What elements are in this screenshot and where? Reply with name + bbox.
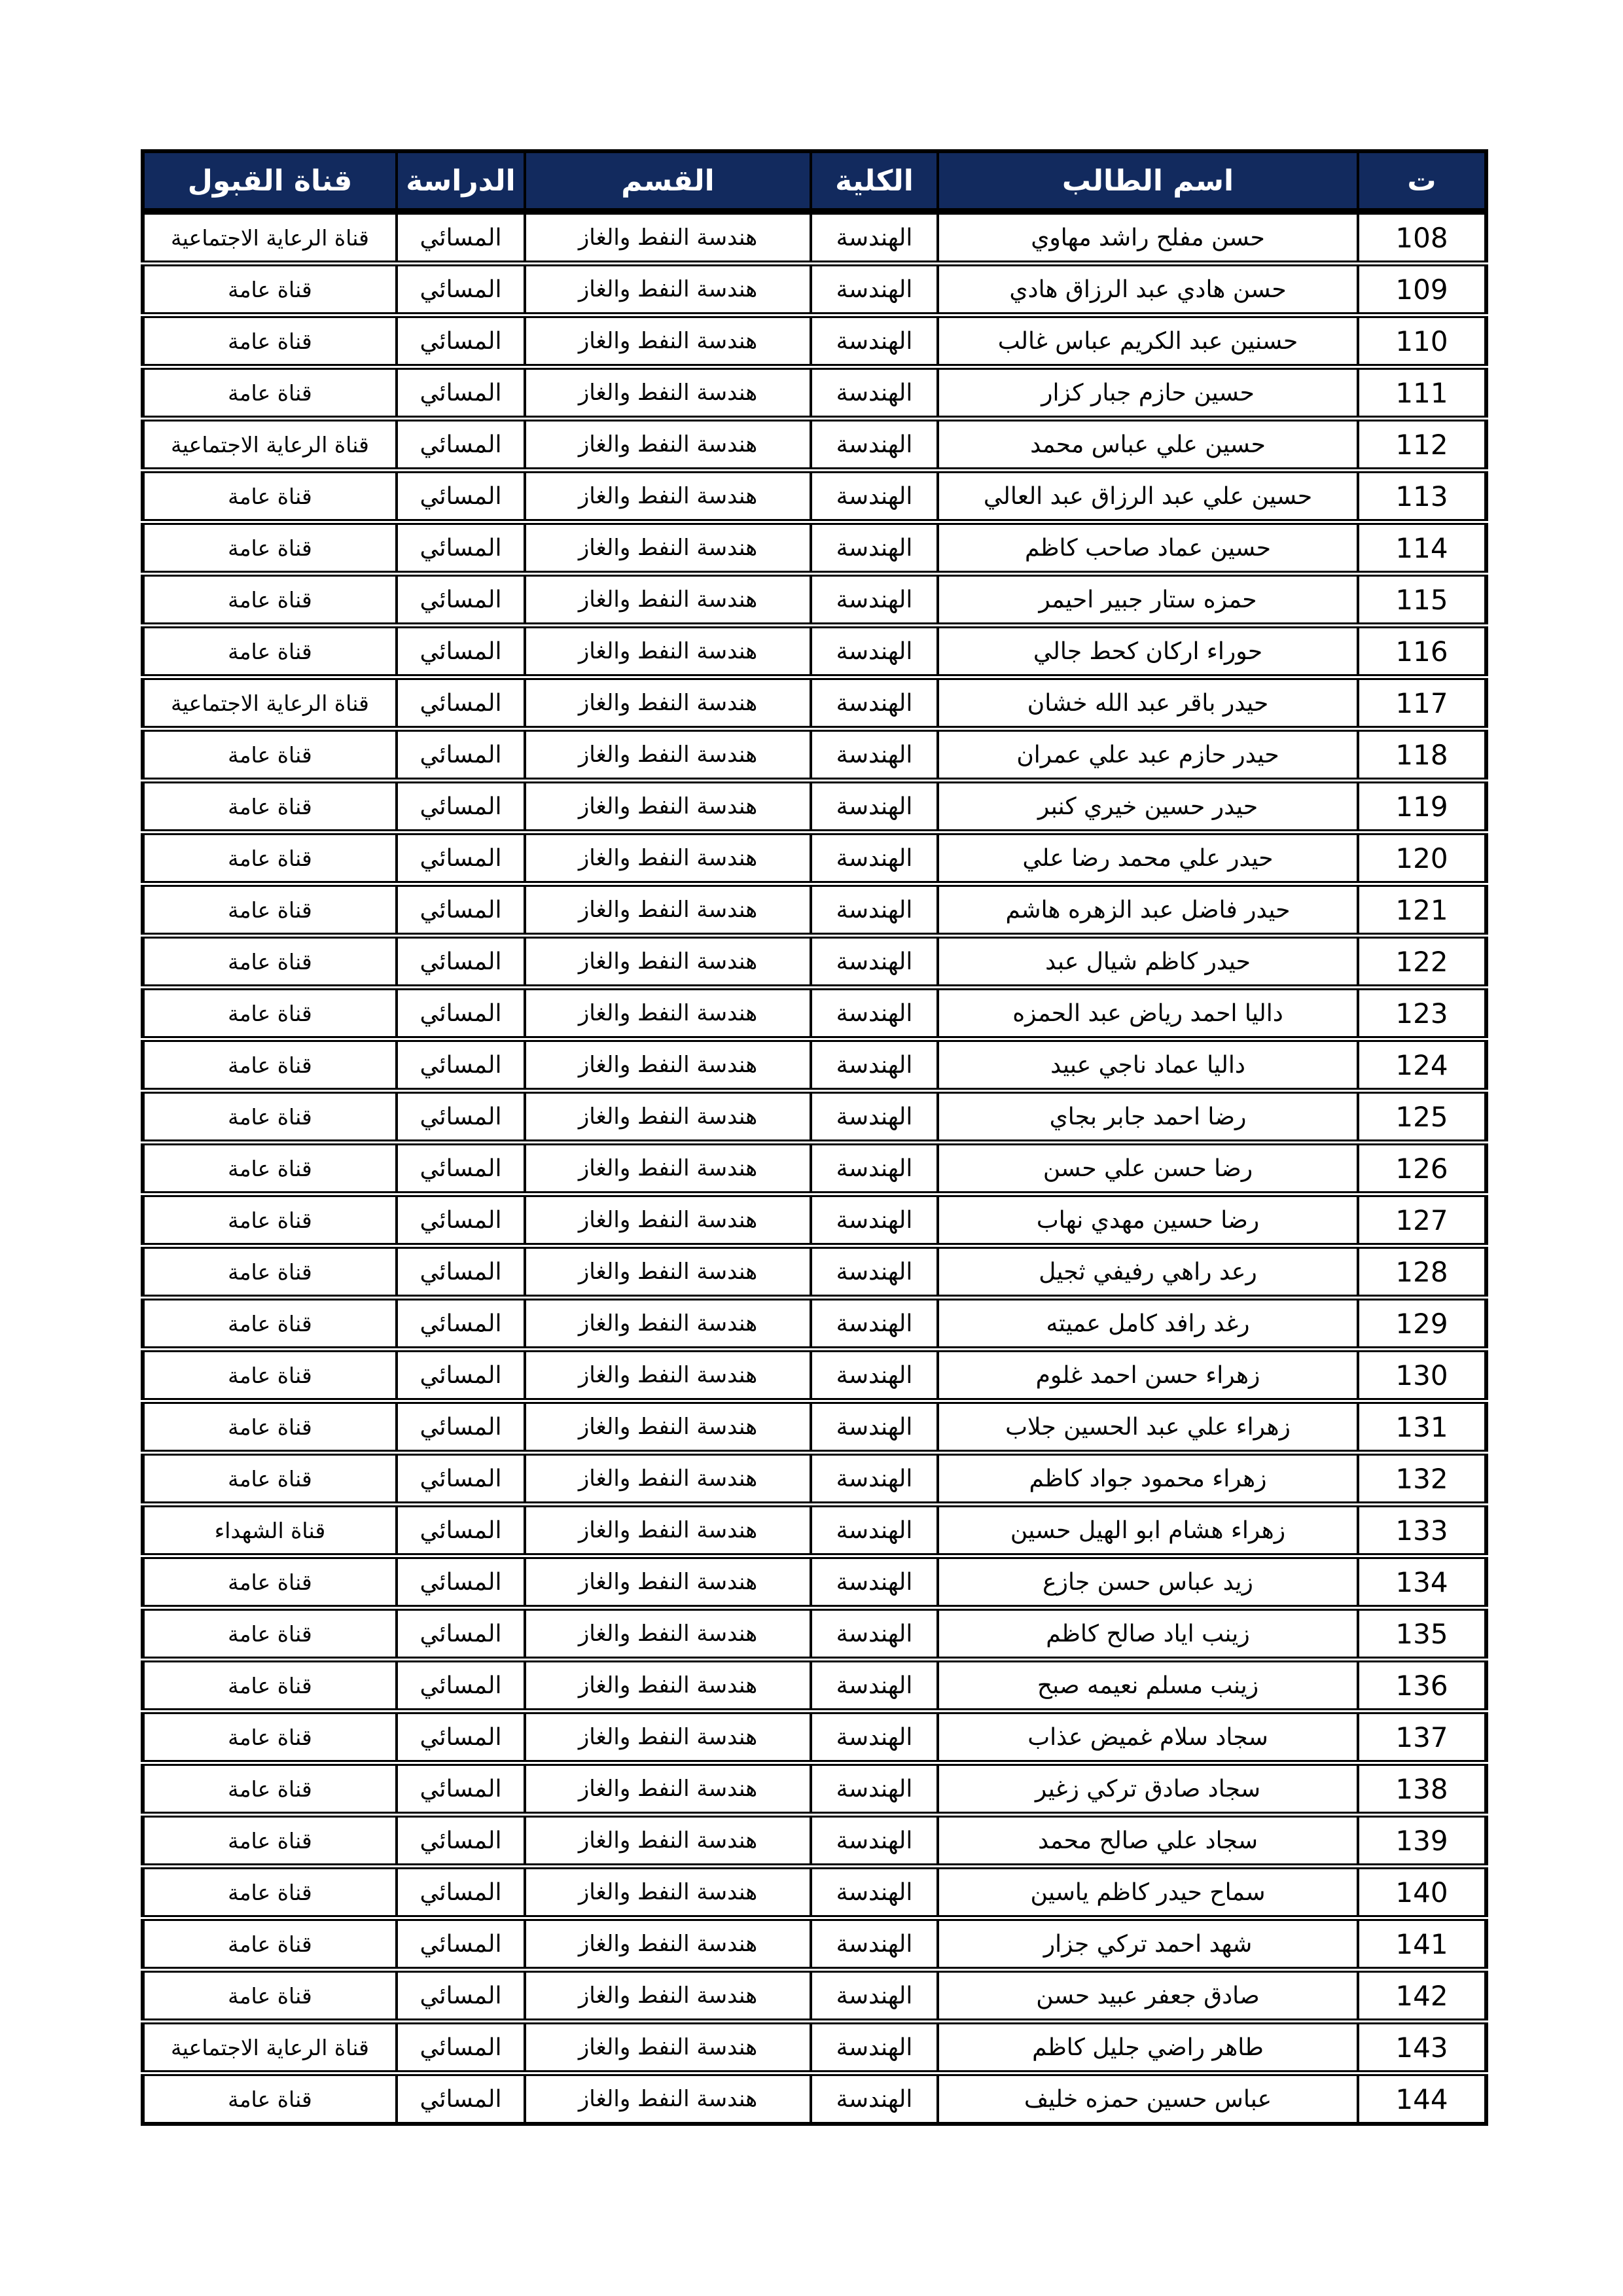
cell-study: المسائي [397, 1143, 525, 1194]
cell-channel: قناة عامة [143, 522, 397, 574]
table-row [143, 211, 1486, 264]
table-row [143, 1556, 1486, 1608]
cell-index: 141 [1358, 1918, 1486, 1970]
cell-channel: قناة عامة [143, 1143, 397, 1194]
cell-department: هندسة النفط والغاز [525, 1970, 811, 2022]
cell-department: هندسة النفط والغاز [525, 677, 811, 729]
cell-college: الهندسة [811, 2022, 938, 2073]
cell-college: الهندسة [811, 471, 938, 522]
cell-index: 135 [1358, 1608, 1486, 1660]
cell-index: 118 [1358, 729, 1486, 781]
cell-name: رضا حسن علي حسن [938, 1143, 1358, 1194]
cell-department: هندسة النفط والغاز [525, 1298, 811, 1350]
column-header-study: الدراسة [397, 151, 525, 211]
cell-channel: قناة عامة [143, 1091, 397, 1143]
cell-name: زينب اياد صالح كاظم [938, 1608, 1358, 1660]
cell-index: 127 [1358, 1194, 1486, 1246]
cell-name: داليا عماد ناجي عبيد [938, 1039, 1358, 1091]
cell-study: المسائي [397, 419, 525, 471]
cell-channel: قناة عامة [143, 729, 397, 781]
cell-name: حيدر فاضل عبد الزهره هاشم [938, 884, 1358, 936]
cell-index: 117 [1358, 677, 1486, 729]
column-header-college: الكلية [811, 151, 938, 211]
table-row [143, 1298, 1486, 1350]
cell-name: حسين علي عباس محمد [938, 419, 1358, 471]
cell-study: المسائي [397, 781, 525, 833]
cell-department: هندسة النفط والغاز [525, 574, 811, 626]
cell-college: الهندسة [811, 419, 938, 471]
cell-department: هندسة النفط والغاز [525, 988, 811, 1039]
cell-study: المسائي [397, 1608, 525, 1660]
cell-name: زهراء حسن احمد غلوم [938, 1350, 1358, 1401]
cell-department: هندسة النفط والغاز [525, 1763, 811, 1815]
table-row [143, 1815, 1486, 1867]
cell-department: هندسة النفط والغاز [525, 264, 811, 315]
table-row [143, 936, 1486, 988]
cell-study: المسائي [397, 1867, 525, 1918]
cell-study: المسائي [397, 574, 525, 626]
cell-name: سجاد علي صالح محمد [938, 1815, 1358, 1867]
table-row [143, 1246, 1486, 1298]
cell-name: حيدر حازم عبد علي عمران [938, 729, 1358, 781]
cell-index: 142 [1358, 1970, 1486, 2022]
table-row [143, 1039, 1486, 1091]
cell-college: الهندسة [811, 211, 938, 264]
table-row [143, 574, 1486, 626]
cell-channel: قناة الرعاية الاجتماعية [143, 211, 397, 264]
cell-study: المسائي [397, 1763, 525, 1815]
cell-study: المسائي [397, 1298, 525, 1350]
cell-name: حيدر كاظم شيال عبد [938, 936, 1358, 988]
table-row [143, 1660, 1486, 1712]
cell-college: الهندسة [811, 1918, 938, 1970]
cell-department: هندسة النفط والغاز [525, 419, 811, 471]
cell-name: حسن مفلح راشد مهاوي [938, 211, 1358, 264]
cell-college: الهندسة [811, 988, 938, 1039]
cell-college: الهندسة [811, 1246, 938, 1298]
cell-department: هندسة النفط والغاز [525, 729, 811, 781]
cell-index: 133 [1358, 1505, 1486, 1556]
cell-index: 111 [1358, 367, 1486, 419]
cell-study: المسائي [397, 1350, 525, 1401]
cell-channel: قناة عامة [143, 1194, 397, 1246]
cell-study: المسائي [397, 729, 525, 781]
table-row [143, 1712, 1486, 1763]
cell-college: الهندسة [811, 626, 938, 677]
cell-department: هندسة النفط والغاز [525, 1350, 811, 1401]
table-row [143, 729, 1486, 781]
cell-index: 123 [1358, 988, 1486, 1039]
cell-study: المسائي [397, 522, 525, 574]
table-body [143, 211, 1486, 2124]
table-row [143, 367, 1486, 419]
cell-channel: قناة عامة [143, 1246, 397, 1298]
cell-college: الهندسة [811, 1143, 938, 1194]
cell-name: عباس حسين حمزه خليف [938, 2073, 1358, 2125]
cell-department: هندسة النفط والغاز [525, 1608, 811, 1660]
cell-index: 130 [1358, 1350, 1486, 1401]
cell-study: المسائي [397, 1712, 525, 1763]
cell-department: هندسة النفط والغاز [525, 471, 811, 522]
cell-college: الهندسة [811, 833, 938, 884]
cell-study: المسائي [397, 1660, 525, 1712]
cell-study: المسائي [397, 626, 525, 677]
table-row [143, 1453, 1486, 1505]
cell-channel: قناة عامة [143, 1401, 397, 1453]
cell-channel: قناة عامة [143, 264, 397, 315]
table-row [143, 471, 1486, 522]
cell-index: 112 [1358, 419, 1486, 471]
cell-department: هندسة النفط والغاز [525, 1712, 811, 1763]
cell-channel: قناة الرعاية الاجتماعية [143, 2022, 397, 2073]
cell-college: الهندسة [811, 1194, 938, 1246]
cell-name: شهد احمد تركي جزار [938, 1918, 1358, 1970]
cell-department: هندسة النفط والغاز [525, 1556, 811, 1608]
cell-channel: قناة عامة [143, 471, 397, 522]
cell-college: الهندسة [811, 884, 938, 936]
cell-name: حسين عماد صاحب كاظم [938, 522, 1358, 574]
table-row [143, 833, 1486, 884]
cell-name: حسنين عبد الكريم عباس غالب [938, 315, 1358, 367]
table-row [143, 419, 1486, 471]
cell-channel: قناة عامة [143, 1660, 397, 1712]
cell-study: المسائي [397, 315, 525, 367]
cell-department: هندسة النفط والغاز [525, 626, 811, 677]
cell-college: الهندسة [811, 315, 938, 367]
table-row [143, 1143, 1486, 1194]
cell-channel: قناة عامة [143, 574, 397, 626]
cell-study: المسائي [397, 2022, 525, 2073]
cell-department: هندسة النفط والغاز [525, 522, 811, 574]
cell-index: 109 [1358, 264, 1486, 315]
table-row [143, 2022, 1486, 2073]
cell-study: المسائي [397, 1556, 525, 1608]
cell-index: 116 [1358, 626, 1486, 677]
cell-name: حيدر علي محمد رضا علي [938, 833, 1358, 884]
cell-name: حسن هادي عبد الرزاق هادي [938, 264, 1358, 315]
cell-name: داليا احمد رياض عبد الحمزه [938, 988, 1358, 1039]
cell-channel: قناة عامة [143, 833, 397, 884]
cell-college: الهندسة [811, 1815, 938, 1867]
cell-index: 139 [1358, 1815, 1486, 1867]
cell-study: المسائي [397, 471, 525, 522]
cell-index: 132 [1358, 1453, 1486, 1505]
cell-college: الهندسة [811, 367, 938, 419]
table-row [143, 522, 1486, 574]
cell-name: طاهر راضي جليل كاظم [938, 2022, 1358, 2073]
cell-department: هندسة النفط والغاز [525, 1453, 811, 1505]
cell-department: هندسة النفط والغاز [525, 833, 811, 884]
cell-channel: قناة عامة [143, 367, 397, 419]
cell-department: هندسة النفط والغاز [525, 1039, 811, 1091]
cell-study: المسائي [397, 936, 525, 988]
cell-name: رعد راهي رفيفي ثجيل [938, 1246, 1358, 1298]
cell-channel: قناة عامة [143, 1556, 397, 1608]
table-row [143, 677, 1486, 729]
cell-department: هندسة النفط والغاز [525, 1867, 811, 1918]
table-header [143, 151, 1486, 211]
table-row [143, 626, 1486, 677]
cell-college: الهندسة [811, 1660, 938, 1712]
cell-channel: قناة عامة [143, 1608, 397, 1660]
cell-college: الهندسة [811, 1350, 938, 1401]
cell-channel: قناة عامة [143, 1970, 397, 2022]
cell-study: المسائي [397, 1453, 525, 1505]
cell-index: 128 [1358, 1246, 1486, 1298]
cell-index: 129 [1358, 1298, 1486, 1350]
cell-name: زينب مسلم نعيمه صبح [938, 1660, 1358, 1712]
cell-channel: قناة عامة [143, 884, 397, 936]
cell-name: سجاد سلام غميض عذاب [938, 1712, 1358, 1763]
cell-index: 121 [1358, 884, 1486, 936]
table-row [143, 315, 1486, 367]
table-row [143, 1091, 1486, 1143]
table-row [143, 264, 1486, 315]
cell-name: حيدر باقر عبد الله خشان [938, 677, 1358, 729]
cell-college: الهندسة [811, 1039, 938, 1091]
cell-department: هندسة النفط والغاز [525, 1505, 811, 1556]
cell-channel: قناة عامة [143, 1350, 397, 1401]
cell-department: هندسة النفط والغاز [525, 2022, 811, 2073]
cell-name: حسين حازم جبار كزار [938, 367, 1358, 419]
cell-college: الهندسة [811, 1608, 938, 1660]
cell-department: هندسة النفط والغاز [525, 315, 811, 367]
cell-channel: قناة الرعاية الاجتماعية [143, 419, 397, 471]
column-header-name: اسم الطالب [938, 151, 1358, 211]
cell-channel: قناة عامة [143, 988, 397, 1039]
cell-college: الهندسة [811, 522, 938, 574]
cell-index: 120 [1358, 833, 1486, 884]
table-row [143, 1867, 1486, 1918]
cell-index: 122 [1358, 936, 1486, 988]
cell-study: المسائي [397, 211, 525, 264]
cell-study: المسائي [397, 264, 525, 315]
cell-channel: قناة عامة [143, 1815, 397, 1867]
column-header-channel: قناة القبول [143, 151, 397, 211]
cell-index: 143 [1358, 2022, 1486, 2073]
cell-study: المسائي [397, 1039, 525, 1091]
cell-index: 110 [1358, 315, 1486, 367]
cell-department: هندسة النفط والغاز [525, 2073, 811, 2125]
cell-study: المسائي [397, 1970, 525, 2022]
cell-department: هندسة النفط والغاز [525, 781, 811, 833]
column-header-department: القسم [525, 151, 811, 211]
cell-index: 138 [1358, 1763, 1486, 1815]
cell-college: الهندسة [811, 677, 938, 729]
cell-study: المسائي [397, 1505, 525, 1556]
table-row [143, 988, 1486, 1039]
table-row [143, 1194, 1486, 1246]
table-row [143, 1608, 1486, 1660]
cell-college: الهندسة [811, 1091, 938, 1143]
cell-study: المسائي [397, 677, 525, 729]
cell-index: 131 [1358, 1401, 1486, 1453]
cell-study: المسائي [397, 884, 525, 936]
cell-college: الهندسة [811, 1401, 938, 1453]
cell-college: الهندسة [811, 1970, 938, 2022]
cell-study: المسائي [397, 1401, 525, 1453]
cell-college: الهندسة [811, 936, 938, 988]
cell-index: 126 [1358, 1143, 1486, 1194]
cell-college: الهندسة [811, 264, 938, 315]
cell-college: الهندسة [811, 574, 938, 626]
cell-department: هندسة النفط والغاز [525, 884, 811, 936]
cell-index: 144 [1358, 2073, 1486, 2125]
cell-channel: قناة عامة [143, 1039, 397, 1091]
cell-name: رضا حسين مهدي نهاب [938, 1194, 1358, 1246]
cell-index: 140 [1358, 1867, 1486, 1918]
table-header-row [143, 151, 1486, 211]
cell-channel: قناة عامة [143, 1763, 397, 1815]
cell-study: المسائي [397, 367, 525, 419]
cell-name: رضا احمد جابر بجاي [938, 1091, 1358, 1143]
table-row [143, 884, 1486, 936]
cell-college: الهندسة [811, 729, 938, 781]
cell-name: سجاد صادق تركي زغير [938, 1763, 1358, 1815]
cell-name: زهراء هشام ابو الهيل حسين [938, 1505, 1358, 1556]
cell-study: المسائي [397, 1246, 525, 1298]
cell-index: 108 [1358, 211, 1486, 264]
cell-college: الهندسة [811, 1712, 938, 1763]
cell-study: المسائي [397, 988, 525, 1039]
cell-study: المسائي [397, 1091, 525, 1143]
cell-name: زهراء محمود جواد كاظم [938, 1453, 1358, 1505]
cell-channel: قناة عامة [143, 781, 397, 833]
cell-department: هندسة النفط والغاز [525, 1918, 811, 1970]
table-row [143, 2073, 1486, 2125]
table-row [143, 1350, 1486, 1401]
cell-channel: قناة عامة [143, 315, 397, 367]
cell-college: الهندسة [811, 1298, 938, 1350]
cell-study: المسائي [397, 2073, 525, 2125]
cell-name: زهراء علي عبد الحسين جلاب [938, 1401, 1358, 1453]
cell-college: الهندسة [811, 1867, 938, 1918]
cell-study: المسائي [397, 1194, 525, 1246]
table-row [143, 1505, 1486, 1556]
cell-name: صادق جعفر عبيد حسن [938, 1970, 1358, 2022]
cell-channel: قناة عامة [143, 1712, 397, 1763]
cell-department: هندسة النفط والغاز [525, 1815, 811, 1867]
cell-name: حمزه ستار جبير احيمر [938, 574, 1358, 626]
cell-department: هندسة النفط والغاز [525, 1660, 811, 1712]
cell-department: هندسة النفط والغاز [525, 211, 811, 264]
cell-department: هندسة النفط والغاز [525, 367, 811, 419]
cell-index: 125 [1358, 1091, 1486, 1143]
cell-index: 114 [1358, 522, 1486, 574]
cell-college: الهندسة [811, 1763, 938, 1815]
cell-college: الهندسة [811, 1453, 938, 1505]
cell-channel: قناة عامة [143, 1867, 397, 1918]
cell-college: الهندسة [811, 1505, 938, 1556]
cell-department: هندسة النفط والغاز [525, 1246, 811, 1298]
cell-index: 119 [1358, 781, 1486, 833]
cell-index: 134 [1358, 1556, 1486, 1608]
cell-college: الهندسة [811, 2073, 938, 2125]
cell-college: الهندسة [811, 781, 938, 833]
cell-name: حوراء اركان كحط جالي [938, 626, 1358, 677]
table-row [143, 1763, 1486, 1815]
cell-college: الهندسة [811, 1556, 938, 1608]
cell-study: المسائي [397, 833, 525, 884]
table-row [143, 1401, 1486, 1453]
cell-department: هندسة النفط والغاز [525, 1143, 811, 1194]
cell-index: 136 [1358, 1660, 1486, 1712]
table-row [143, 1918, 1486, 1970]
cell-department: هندسة النفط والغاز [525, 1091, 811, 1143]
cell-index: 115 [1358, 574, 1486, 626]
cell-channel: قناة عامة [143, 626, 397, 677]
cell-name: زيد عباس حسن جازع [938, 1556, 1358, 1608]
cell-channel: قناة عامة [143, 1298, 397, 1350]
cell-channel: قناة عامة [143, 1453, 397, 1505]
cell-department: هندسة النفط والغاز [525, 1401, 811, 1453]
cell-channel: قناة الرعاية الاجتماعية [143, 677, 397, 729]
cell-department: هندسة النفط والغاز [525, 1194, 811, 1246]
cell-name: حسين علي عبد الرزاق عبد العالي [938, 471, 1358, 522]
table-row [143, 781, 1486, 833]
cell-study: المسائي [397, 1918, 525, 1970]
cell-channel: قناة عامة [143, 2073, 397, 2125]
cell-name: حيدر حسين خيري كنبر [938, 781, 1358, 833]
cell-study: المسائي [397, 1815, 525, 1867]
table-row [143, 1970, 1486, 2022]
cell-channel: قناة عامة [143, 936, 397, 988]
cell-index: 124 [1358, 1039, 1486, 1091]
cell-channel: قناة الشهداء [143, 1505, 397, 1556]
cell-channel: قناة عامة [143, 1918, 397, 1970]
admission-roster-table [141, 149, 1488, 2126]
cell-department: هندسة النفط والغاز [525, 936, 811, 988]
cell-index: 137 [1358, 1712, 1486, 1763]
cell-index: 113 [1358, 471, 1486, 522]
cell-name: رغد رافد كامل عميته [938, 1298, 1358, 1350]
cell-name: سماح حيدر كاظم ياسين [938, 1867, 1358, 1918]
column-header-index: ت [1358, 151, 1486, 211]
